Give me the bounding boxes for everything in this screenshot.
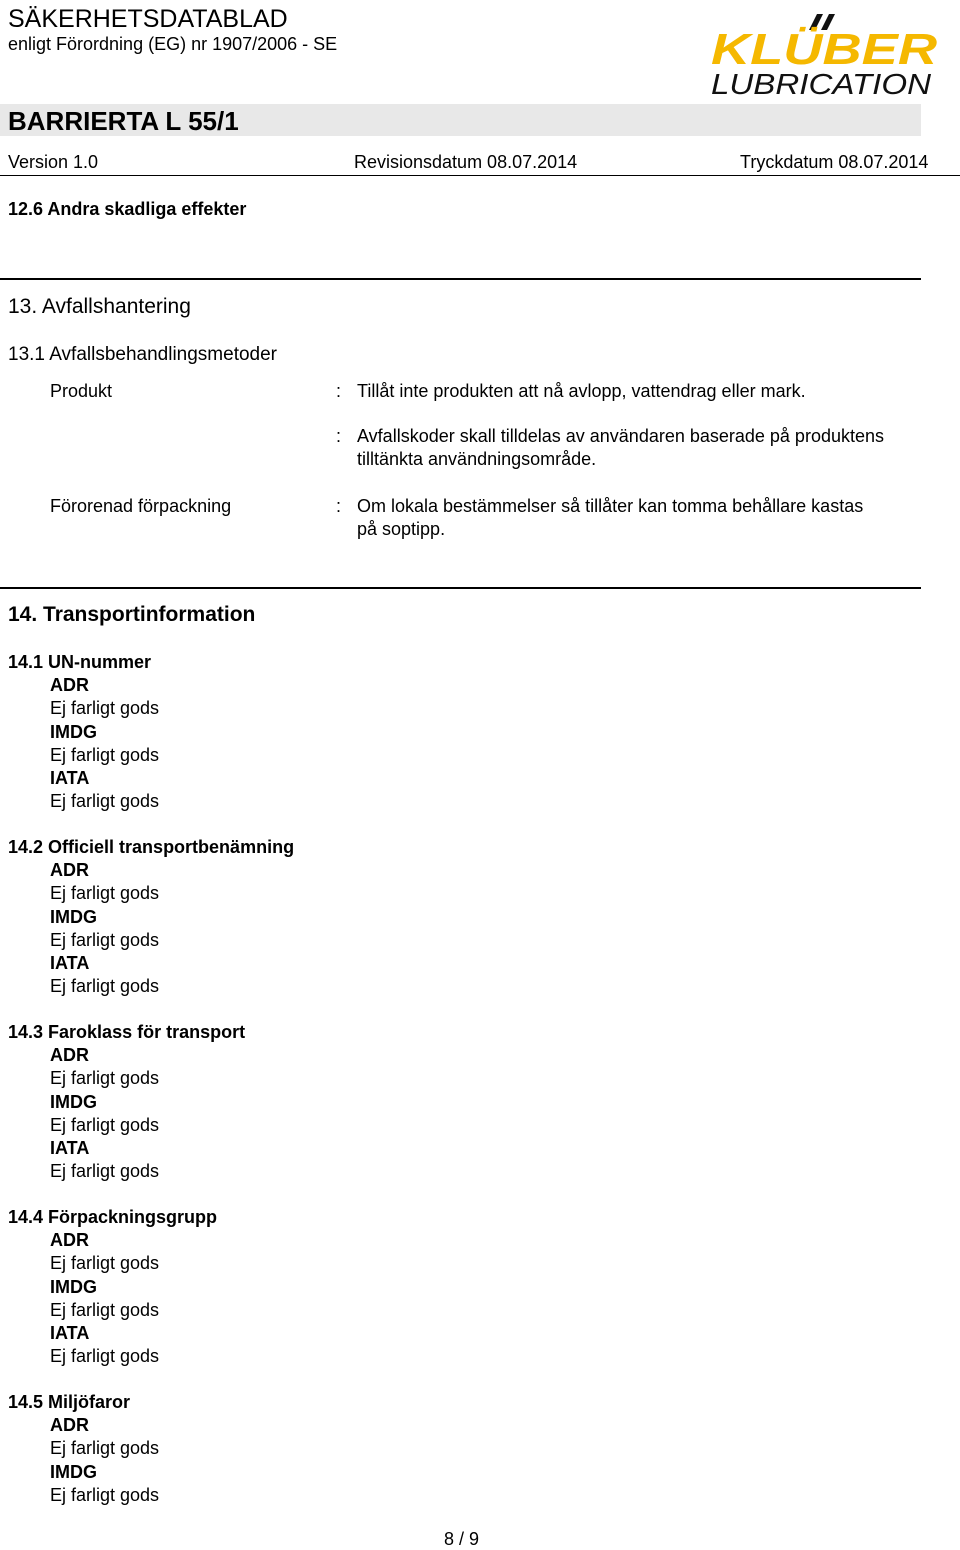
transport-mode-value: Ej farligt gods [50, 1068, 160, 1088]
row-separator: : [336, 496, 342, 516]
transport-mode-value: Ej farligt gods [50, 698, 160, 718]
transport-mode-label: IMDG [50, 1092, 97, 1112]
product-name: BARRIERTA L 55/1 [8, 106, 239, 136]
transport-subsection-heading: 14.3 Faroklass för transport [8, 1022, 246, 1042]
regulation-line: enligt Förordning (EG) nr 1907/2006 - SE [8, 34, 338, 54]
transport-mode-label: ADR [50, 675, 89, 695]
transport-mode-label: IATA [50, 768, 90, 788]
transport-mode-label: IMDG [50, 722, 97, 742]
row-separator: : [336, 426, 342, 446]
transport-mode-label: IMDG [50, 1277, 97, 1297]
revision-date: Revisionsdatum 08.07.2014 [354, 152, 578, 172]
row-text-avfallskoder: Avfallskoder skall tilldelas av användaren baserade på produktens tilltänkta användningsområde. [357, 426, 884, 469]
transport-mode-label: ADR [50, 860, 89, 880]
transport-mode-value: Ej farligt gods [50, 1161, 160, 1181]
row-text-produkt: Tillåt inte produkten att nå avlopp, vattendrag eller mark. [357, 381, 806, 401]
transport-subsection-heading: 14.5 Miljöfaror [8, 1392, 131, 1412]
transport-mode-label: IATA [50, 1138, 90, 1158]
logo-word-lubrication: LUBRICATION [711, 69, 932, 100]
transport-subsection-heading: 14.1 UN-nummer [8, 652, 152, 672]
transport-mode-label: ADR [50, 1230, 89, 1250]
transport-mode-label: IMDG [50, 1462, 97, 1482]
transport-mode-value: Ej farligt gods [50, 1115, 160, 1135]
transport-mode-value: Ej farligt gods [50, 1300, 160, 1320]
section-divider [0, 278, 921, 280]
transport-mode-value: Ej farligt gods [50, 1346, 160, 1366]
section-12-6-heading: 12.6 Andra skadliga effekter [8, 199, 247, 219]
document-title: SÄKERHETSDATABLAD [8, 5, 288, 33]
row-label-fororenad: Förorenad förpackning [50, 496, 232, 516]
row-text-fororenad: Om lokala bestämmelser så tillåter kan tomma behållare kastas på soptipp. [357, 496, 864, 539]
page-number: 8 / 9 [444, 1529, 480, 1549]
row-separator: : [336, 381, 342, 401]
section-14-heading: 14. Transportinformation [8, 603, 256, 626]
transport-subsection-heading: 14.4 Förpackningsgrupp [8, 1207, 218, 1227]
kluber-logo [705, 8, 945, 100]
transport-mode-label: IATA [50, 1323, 90, 1343]
transport-mode-value: Ej farligt gods [50, 976, 160, 996]
transport-mode-value: Ej farligt gods [50, 1253, 160, 1273]
row-label-produkt: Produkt [50, 381, 113, 401]
section-13-heading: 13. Avfallshantering [8, 295, 191, 318]
transport-subsection-heading: 14.2 Officiell transportbenämning [8, 837, 295, 857]
transport-mode-value: Ej farligt gods [50, 883, 160, 903]
transport-mode-value: Ej farligt gods [50, 791, 160, 811]
transport-mode-value: Ej farligt gods [50, 930, 160, 950]
transport-mode-value: Ej farligt gods [50, 745, 160, 765]
section-divider [0, 587, 921, 589]
print-date: Tryckdatum 08.07.2014 [740, 152, 929, 172]
transport-mode-label: IMDG [50, 907, 97, 927]
transport-mode-value: Ej farligt gods [50, 1485, 160, 1505]
section-13-1-heading: 13.1 Avfallsbehandlingsmetoder [8, 344, 278, 365]
transport-mode-label: ADR [50, 1045, 89, 1065]
transport-mode-label: ADR [50, 1415, 89, 1435]
logo-word-kluber: KLÜBER [711, 25, 938, 74]
transport-mode-label: IATA [50, 953, 90, 973]
transport-mode-value: Ej farligt gods [50, 1438, 160, 1458]
version: Version 1.0 [8, 152, 99, 172]
header-rule [0, 175, 960, 176]
